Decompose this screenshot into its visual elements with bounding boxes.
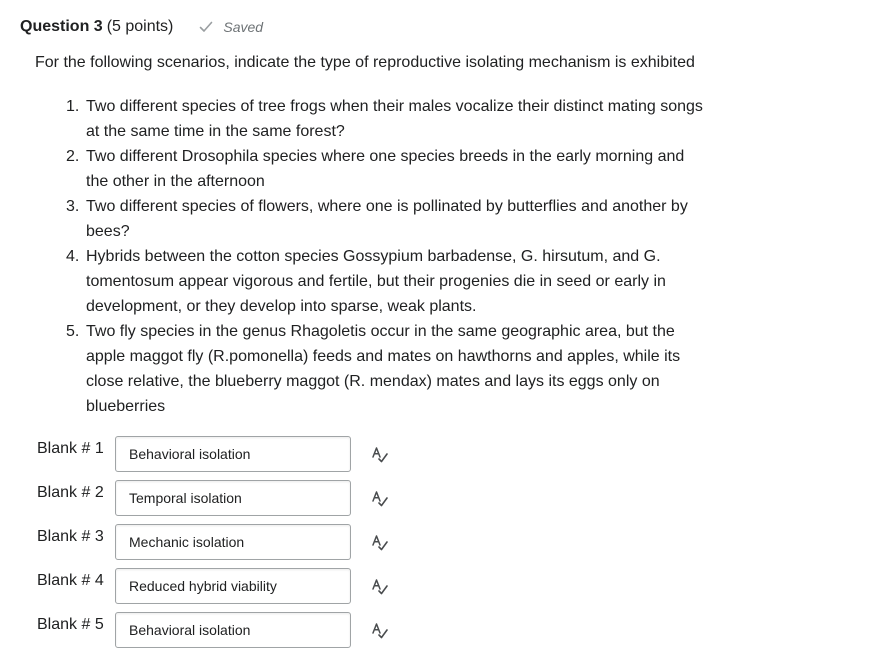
scenario-list [66, 94, 766, 419]
scenario-item-1 [66, 94, 766, 144]
blank-row-5 [37, 612, 397, 650]
scenario-line: bees? [86, 223, 130, 240]
scenario-line: blueberries [86, 398, 166, 415]
scenario-line: Two different Drosophila species where one species breeds in the early morning and [86, 148, 685, 165]
blank-label: Blank # 3 [37, 528, 104, 545]
question-instruction: For the following scenarios, indicate the type of reproductive isolating mechanism is exhibited [35, 54, 695, 71]
blank-row-2 [37, 480, 397, 518]
spellcheck-icon[interactable] [370, 489, 390, 509]
scenario-line: the other in the afternoon [86, 173, 265, 190]
scenario-line: Hybrids between the cotton species Gossypium barbadense, G. hirsutum, and G. [86, 248, 661, 265]
checkmark-icon [199, 21, 213, 33]
blank-3-input[interactable]: Mechanic isolation [115, 524, 351, 560]
scenario-line: apple maggot fly (R.pomonella) feeds and mates on hawthorns and apples, while its [86, 348, 681, 365]
scenario-item-4 [66, 244, 766, 319]
scenario-number: 5. [66, 323, 80, 340]
blank-label: Blank # 5 [37, 616, 104, 633]
blank-row-3 [37, 524, 397, 562]
question-title: Question 3 [20, 18, 103, 35]
scenario-line: at the same time in the same forest? [86, 123, 345, 140]
scenario-number: 2. [66, 148, 80, 165]
blank-5-input[interactable]: Behavioral isolation [115, 612, 351, 648]
scenario-line: Two different species of flowers, where one is pollinated by butterflies and another by [86, 198, 688, 215]
scenario-number: 4. [66, 248, 80, 265]
scenario-line: development, or they develop into sparse, weak plants. [86, 298, 477, 315]
scenario-line: Two fly species in the genus Rhagoletis occur in the same geographic area, but the [86, 323, 675, 340]
blank-label: Blank # 4 [37, 572, 104, 589]
blank-1-input[interactable]: Behavioral isolation [115, 436, 351, 472]
spellcheck-icon[interactable] [370, 621, 390, 641]
scenario-number: 1. [66, 98, 80, 115]
scenario-item-2 [66, 144, 766, 194]
blank-label: Blank # 2 [37, 484, 104, 501]
blank-4-input[interactable]: Reduced hybrid viability [115, 568, 351, 604]
blank-row-4 [37, 568, 397, 606]
blank-list [37, 436, 397, 656]
scenario-line: Two different species of tree frogs when their males vocalize their distinct mating songs [86, 98, 703, 115]
scenario-line: close relative, the blueberry maggot (R. mendax) mates and lays its eggs only on [86, 373, 660, 390]
question-header [20, 16, 263, 38]
blank-label: Blank # 1 [37, 440, 104, 457]
saved-status [199, 19, 263, 35]
scenario-item-3 [66, 194, 766, 244]
spellcheck-icon[interactable] [370, 533, 390, 553]
blank-2-input[interactable]: Temporal isolation [115, 480, 351, 516]
blank-row-1 [37, 436, 397, 474]
saved-label: Saved [223, 19, 264, 35]
scenario-number: 3. [66, 198, 80, 215]
scenario-item-5 [66, 319, 766, 419]
spellcheck-icon[interactable] [370, 445, 390, 465]
scenario-line: tomentosum appear vigorous and fertile, but their progenies die in seed or early in [86, 273, 666, 290]
question-points: (5 points) [106, 18, 174, 35]
spellcheck-icon[interactable] [370, 577, 390, 597]
